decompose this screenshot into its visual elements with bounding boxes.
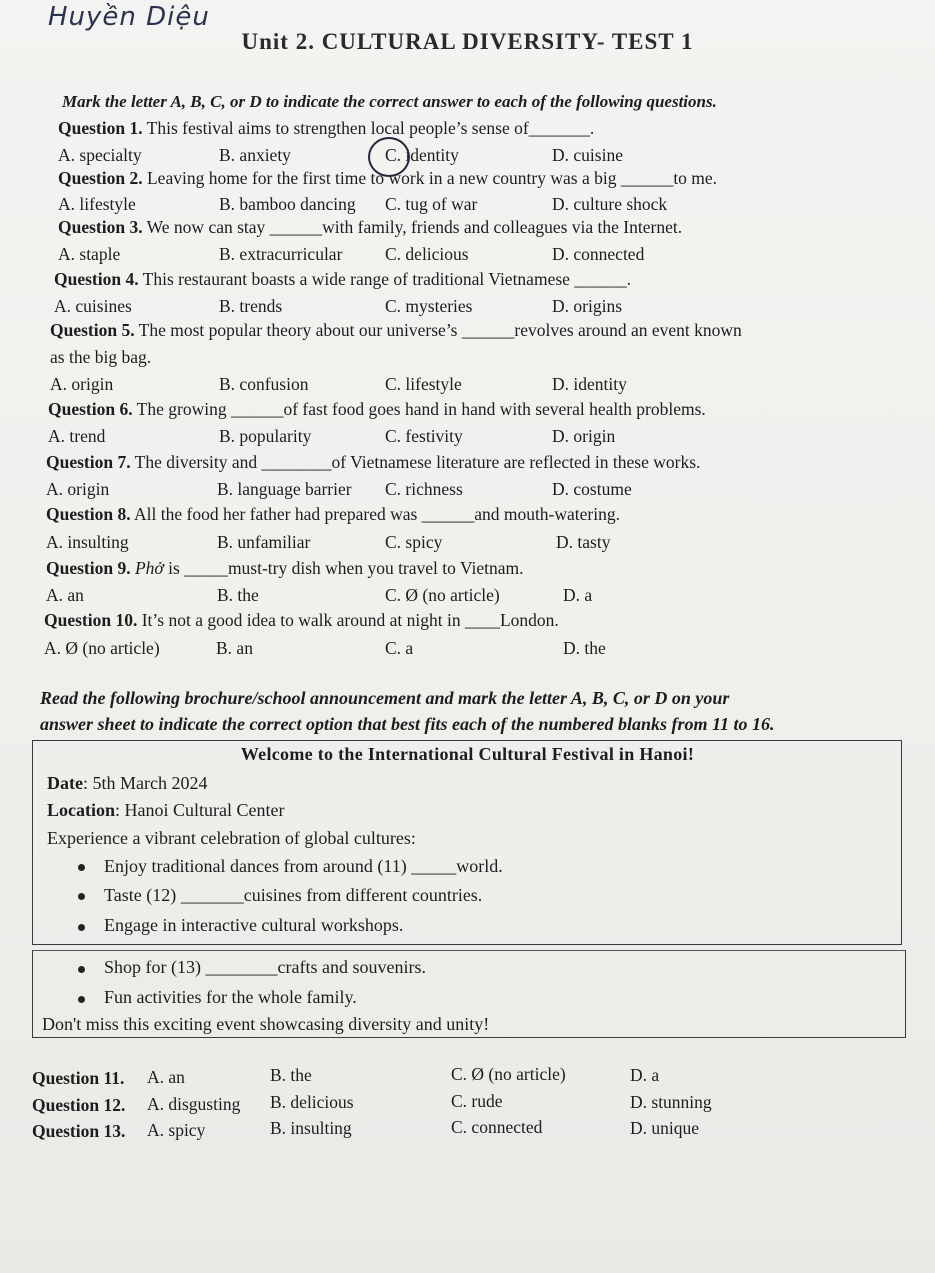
q6-option-c[interactable]: C. festivity (385, 426, 463, 446)
q12-option-c[interactable]: C. rude (451, 1091, 503, 1111)
q2-option-c[interactable]: C. tug of war (385, 194, 478, 214)
q4-option-c[interactable]: C. mysteries (385, 296, 473, 316)
question-1: Question 1. This festival aims to strengthen local people’s sense of_______. (58, 118, 595, 138)
brochure-heading: Welcome to the International Cultural Festival in Hanoi! (240, 744, 695, 764)
brochure-location: Location: Hanoi Cultural Center (47, 800, 285, 820)
question-9: Question 9. Phở is _____must-try dish when you travel to Vietnam. (46, 558, 524, 578)
q11-option-c[interactable]: C. Ø (no article) (451, 1064, 566, 1084)
q13-option-a[interactable]: A. spicy (147, 1120, 206, 1140)
instruction-reading-line1: Read the following brochure/school announcement and mark the letter A, B, C, or D on your (40, 688, 730, 708)
q5-option-c[interactable]: C. lifestyle (385, 374, 462, 394)
q7-option-b[interactable]: B. language barrier (217, 479, 352, 499)
q3-option-d[interactable]: D. connected (552, 244, 645, 264)
q1-option-d[interactable]: D. cuisine (552, 145, 623, 165)
bullet-icon (78, 893, 85, 900)
q6-option-d[interactable]: D. origin (552, 426, 616, 446)
brochure-intro: Experience a vibrant celebration of global cultures: (47, 828, 416, 848)
q9-option-c[interactable]: C. Ø (no article) (385, 585, 500, 605)
question-13-label: Question 13. (32, 1121, 126, 1141)
question-2: Question 2. Leaving home for the first time to work in a new country was a big ______to me. (58, 168, 718, 188)
question-5: Question 5. The most popular theory about our universe’s ______revolves around an event known (50, 320, 742, 340)
bullet-icon (78, 924, 85, 931)
brochure-bullet-13: Shop for (13) ________crafts and souvenirs. (104, 957, 426, 977)
bullet-icon (78, 996, 85, 1003)
brochure-date: Date: 5th March 2024 (47, 773, 208, 793)
q13-option-c[interactable]: C. connected (451, 1117, 543, 1137)
q2-option-b[interactable]: B. bamboo dancing (219, 194, 356, 214)
q11-option-b[interactable]: B. the (270, 1065, 312, 1085)
question-5-continued: as the big bag. (50, 347, 152, 367)
q2-option-d[interactable]: D. culture shock (552, 194, 668, 214)
q3-option-b[interactable]: B. extracurricular (219, 244, 343, 264)
q6-option-b[interactable]: B. popularity (219, 426, 312, 446)
q8-option-d[interactable]: D. tasty (556, 532, 611, 552)
q7-option-a[interactable]: A. origin (46, 479, 110, 499)
brochure-bullet-12: Taste (12) _______cuisines from different countries. (104, 885, 483, 905)
q10-option-d[interactable]: D. the (563, 638, 606, 658)
q12-option-d[interactable]: D. stunning (630, 1092, 712, 1112)
q4-option-d[interactable]: D. origins (552, 296, 622, 316)
q3-option-c[interactable]: C. delicious (385, 244, 469, 264)
q4-option-b[interactable]: B. trends (219, 296, 283, 316)
q8-option-a[interactable]: A. insulting (46, 532, 129, 552)
q13-option-b[interactable]: B. insulting (270, 1118, 352, 1138)
q12-option-b[interactable]: B. delicious (270, 1092, 354, 1112)
q4-option-a[interactable]: A. cuisines (54, 296, 132, 316)
q9-option-d[interactable]: D. a (563, 585, 593, 605)
q5-option-a[interactable]: A. origin (50, 374, 114, 394)
q5-option-d[interactable]: D. identity (552, 374, 627, 394)
handwritten-name: Huyền Diệu (48, 2, 210, 32)
question-11-label: Question 11. (32, 1068, 125, 1088)
q11-option-a[interactable]: A. an (147, 1067, 185, 1087)
q6-option-a[interactable]: A. trend (48, 426, 106, 446)
q13-option-d[interactable]: D. unique (630, 1118, 700, 1138)
question-8: Question 8. All the food her father had prepared was ______and mouth-watering. (46, 504, 620, 524)
bullet-icon (78, 864, 85, 871)
brochure-bullet-workshops: Engage in interactive cultural workshops. (104, 915, 404, 935)
question-6: Question 6. The growing ______of fast food goes hand in hand with several health problems. (48, 399, 706, 419)
q10-option-c[interactable]: C. a (385, 638, 414, 658)
q9-option-b[interactable]: B. the (217, 585, 259, 605)
page-title: Unit 2. CULTURAL DIVERSITY- TEST 1 (241, 29, 694, 54)
q3-option-a[interactable]: A. staple (58, 244, 121, 264)
q8-option-b[interactable]: B. unfamiliar (217, 532, 311, 552)
instruction-mcq: Mark the letter A, B, C, or D to indicate the correct answer to each of the following questions. (62, 92, 717, 111)
question-7: Question 7. The diversity and ________of Vietnamese literature are reflected in these works. (46, 452, 701, 472)
q7-option-c[interactable]: C. richness (385, 479, 463, 499)
q9-option-a[interactable]: A. an (46, 585, 84, 605)
q1-option-b[interactable]: B. anxiety (219, 145, 291, 165)
brochure-bullet-fun: Fun activities for the whole family. (104, 987, 357, 1007)
q12-option-a[interactable]: A. disgusting (147, 1094, 241, 1114)
brochure-bullet-11: Enjoy traditional dances from around (11) _____world. (104, 856, 503, 876)
question-4: Question 4. This restaurant boasts a wide range of traditional Vietnamese ______. (54, 269, 632, 289)
question-3: Question 3. We now can stay ______with family, friends and colleagues via the Internet. (58, 217, 683, 237)
q1-option-c[interactable]: C. identity (385, 145, 459, 165)
q5-option-b[interactable]: B. confusion (219, 374, 309, 394)
q11-option-d[interactable]: D. a (630, 1065, 660, 1085)
question-12-label: Question 12. (32, 1095, 126, 1115)
bullet-icon (78, 966, 85, 973)
brochure-closing: Don't miss this exciting event showcasing diversity and unity! (42, 1014, 490, 1034)
q1-option-a[interactable]: A. specialty (58, 145, 142, 165)
q10-option-a[interactable]: A. Ø (no article) (44, 638, 160, 658)
question-10: Question 10. It’s not a good idea to walk around at night in ____London. (44, 610, 559, 630)
q8-option-c[interactable]: C. spicy (385, 532, 443, 552)
instruction-reading-line2: answer sheet to indicate the correct option that best fits each of the numbered blanks from 11 to 16. (40, 714, 775, 734)
q2-option-a[interactable]: A. lifestyle (58, 194, 136, 214)
q10-option-b[interactable]: B. an (216, 638, 253, 658)
q7-option-d[interactable]: D. costume (552, 479, 632, 499)
